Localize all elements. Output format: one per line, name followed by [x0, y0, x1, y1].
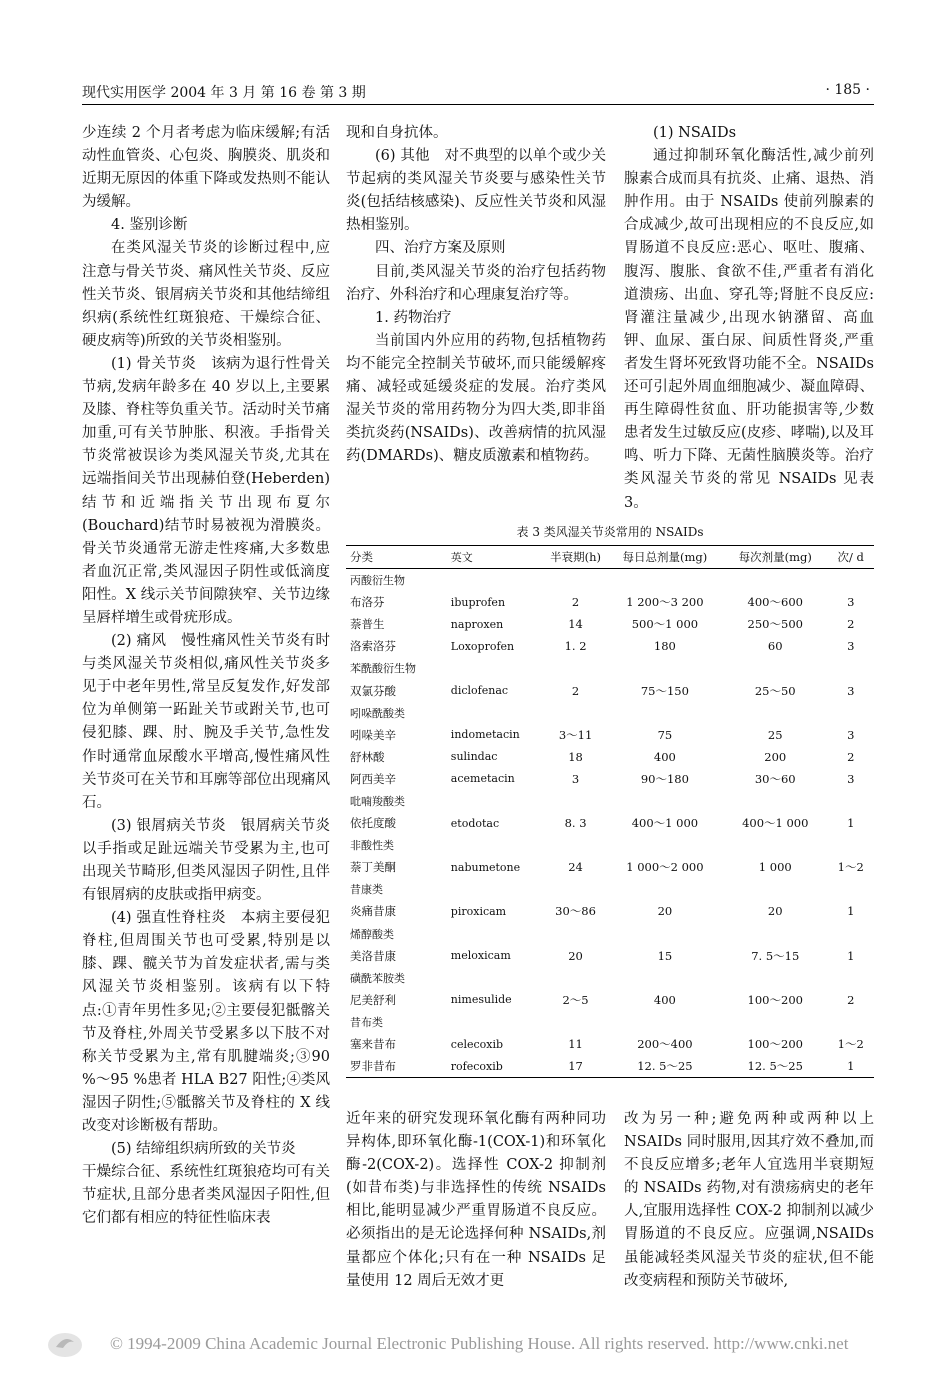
table-cell [607, 834, 723, 856]
paragraph: (5) 结缔组织病所致的关节炎 [111, 1141, 296, 1158]
table-cell [723, 834, 827, 856]
column-left [82, 122, 330, 1231]
table-cell [723, 657, 827, 679]
table-header-row [346, 546, 874, 569]
table-cell: 3 [847, 595, 855, 610]
nsaids-table [346, 545, 874, 1078]
table-row [346, 635, 874, 657]
table-cell [447, 878, 545, 900]
table-cell: celecoxib [450, 1037, 504, 1051]
table-row [346, 1011, 874, 1033]
table-row [346, 1055, 874, 1078]
table-cell: 萘丁美酮 [350, 860, 396, 875]
table-cell: indometacin [450, 728, 520, 742]
table-row [346, 746, 874, 768]
paragraph: 少连续 2 个月者考虑为临床缓解;有活动性血管炎、心包炎、胸膜炎、肌炎和近期无原因的体重下降或发热则不能认为缓解。 [82, 125, 330, 211]
table-cell: 1 000 [758, 860, 792, 875]
table-cell: 12. 5～25 [607, 1055, 723, 1078]
table-cell [544, 967, 606, 989]
paragraph: (1) NSAIDs [653, 125, 737, 141]
table-cell [827, 790, 874, 812]
table-cell: 1 [827, 1055, 874, 1078]
table-cell: 3 [847, 771, 855, 786]
table-cell: 2～5 [562, 992, 589, 1007]
table-row [346, 989, 874, 1011]
paragraph: 近年来的研究发现环氧化酶有两种同功异构体,即环氧化酶-1(COX-1)和环氧化酶-2(COX-2)。选择性 COX-2 抑制剂(如昔布类)与非选择性的传统 NSAIDs 相比,能明显减少严重胃肠道不良反应。必须指出的是无论选择何种 NSAIDs,剂量都应个体化;只有在一种 NSAIDs 足量使用 12 周后无效才更 [346, 1111, 606, 1289]
table-cell: 14 [568, 617, 583, 632]
paragraph: (4) 强直性脊柱炎 本病主要侵犯脊柱,但周围关节也可受累,特别是以膝、踝、髋关节为首发症状者,需与类风湿关节炎相鉴别。该病有以下特点:①青年男性多见;②主要侵犯骶髂关节及脊柱,外周关节受累多以下肢不对称关节受累为主,常有肌腱端炎;③90 %～95 %患者 HLA B27 阳性;④类风湿因子阴性;⑤骶髂关节及脊柱的 X 线改变对诊断极有帮助。 [82, 910, 330, 1135]
table-cell: 8. 3 [564, 816, 587, 831]
table-cell [607, 569, 723, 592]
table-cell: 布洛芬 [350, 595, 385, 610]
table-cell: 400～600 [747, 595, 803, 610]
table-body [346, 569, 874, 1078]
table-cell: 90～180 [640, 771, 689, 786]
table-cell [447, 790, 545, 812]
table-cell: 7. 5～15 [751, 948, 800, 963]
table-row [346, 657, 874, 679]
table-cell: 2 [847, 992, 855, 1007]
paragraph: 通过抑制环氧化酶活性,减少前列腺素合成而具有抗炎、止痛、退热、消肿作用。由于 NSAIDs 使前列腺素的合成减少,故可出现相应的不良反应,如胃肠道不良反应:恶心、呕吐、腹痛、腹泻、腹胀、食欲不佳,严重者有消化道溃疡、出血、穿孔等;肾脏不良反应:肾灌注量减少,出现水钠潴留、高血钾、血尿、蛋白尿、间质性肾炎,严重者发生肾坏死致肾功能不全。NSAIDs 还可引起外周血细胞减少、凝血障碍、再生障碍性贫血、肝功能损害等,少数患者发生过敏反应(皮疹、哮喘),以及耳鸣、听力下降、无菌性脑膜炎等。治疗类风湿关节炎的常见 NSAIDs 见表 3。 [624, 148, 874, 511]
column-middle-bottom [346, 1108, 606, 1293]
table-cell: 2 [847, 749, 855, 764]
table-cell: 20 [657, 904, 673, 919]
table-cell: 11 [568, 1037, 583, 1052]
column-header: 每次剂量(mg) [723, 546, 827, 569]
table-cell: 洛索洛芬 [350, 639, 396, 654]
table-cell [447, 569, 545, 592]
table-cell [723, 923, 827, 945]
table-cell [447, 923, 545, 945]
table-cell: 3 [847, 639, 855, 654]
table-cell: 吲哚美辛 [350, 727, 396, 742]
table-cell: 双氯芬酸 [350, 683, 396, 698]
table-cell: 尼美舒利 [350, 992, 396, 1007]
table-cell: 180 [653, 639, 676, 654]
table-cell [607, 967, 723, 989]
paragraph: (6) 其他 对不典型的以单个或少关节起病的类风湿关节炎要与感染性关节炎(包括结核感染)、反应性关节炎和风湿热相鉴别。 [346, 148, 606, 234]
table-cell [827, 878, 874, 900]
header-rule [82, 104, 874, 105]
table-cell: 昔康类 [350, 883, 383, 897]
table-row [346, 724, 874, 746]
column-right-bottom [624, 1108, 874, 1293]
paragraph: (1) 骨关节炎 该病为退行性骨关节病,发病年龄多在 40 岁以上,主要累及膝、脊柱等负重关节。活动时关节痛加重,可有关节肿胀、积液。手指骨关节炎常被误诊为类风湿关节炎,尤其在远端指间关节出现赫伯登(Heberden)结节和近端指关节出现布夏尔(Bouchard)结节时易被视为滑膜炎。骨关节炎通常无游走性疼痛,大多数患者血沉正常,类风湿因子阴性或低滴度阳性。X 线示关节间隙狭窄、关节边缘呈唇样增生或骨疣形成。 [82, 355, 330, 626]
table-cell: 非酸性类 [350, 839, 394, 853]
table-cell [544, 923, 606, 945]
page-number: · 185 · [825, 82, 870, 98]
table-cell: 400 [653, 992, 676, 1007]
table-cell: 60 [767, 639, 783, 654]
table-cell [827, 967, 874, 989]
table-row [346, 768, 874, 790]
table-cell: 吡喃羧酸类 [350, 794, 405, 808]
table-cell [827, 834, 874, 856]
table-row [346, 591, 874, 613]
table-row [346, 923, 874, 945]
table-cell [607, 702, 723, 724]
table-cell: 磺酰苯胺类 [350, 971, 405, 985]
table-cell: 1 [847, 948, 855, 963]
column-header: 分类 [346, 546, 447, 569]
table-cell: 舒林酸 [350, 749, 385, 764]
table-cell: Loxoprofen [450, 639, 515, 653]
table-cell [544, 569, 606, 592]
paragraph: 改为另一种;避免两种或两种以上 NSAIDs 同时服用,因其疗效不叠加,而不良反应增多;老年人宜选用半衰期短的 NSAIDs 药物,对有溃疡病史的老年人,宜服用选择性 COX-2 抑制剂以减少胃肠道的不良反应。应强调,NSAIDs 虽能减轻类风湿关节炎的症状,但不能改变病程和预防关节破坏, [624, 1111, 874, 1289]
table-cell: 美洛昔康 [350, 948, 396, 963]
table-cell: 1 000～2 000 [626, 860, 704, 875]
table-cell: 1 200～3 200 [626, 595, 704, 610]
table-cell [827, 569, 874, 592]
table-cell [447, 702, 545, 724]
paragraph: 当前国内外应用的药物,包括植物药均不能完全控制关节破坏,而只能缓解疼痛、减轻或延缓炎症的发展。治疗类风湿关节炎的常用药物分为四大类,即非甾类抗炎药(NSAIDs)、改善病情的抗风湿药(DMARDs)、糖皮质激素和植物药。 [346, 332, 606, 465]
table-cell: 500～1 000 [631, 617, 699, 632]
table-cell: 苯酰酸衍生物 [350, 662, 416, 676]
table-cell: 100～200 [747, 992, 803, 1007]
table-cell: 2 [847, 617, 855, 632]
table-cell [544, 790, 606, 812]
table-cell [447, 657, 545, 679]
table-cell: 200 [764, 749, 787, 764]
cnki-logo-icon [46, 1330, 84, 1360]
table-cell: 24 [568, 860, 583, 875]
table-row [346, 834, 874, 856]
table-cell: 17 [544, 1055, 606, 1078]
paragraph: 目前,类风湿关节炎的治疗包括药物治疗、外科治疗和心理康复治疗等。 [346, 263, 606, 303]
table-cell: 萘普生 [350, 617, 385, 632]
table-cell: nimesulide [450, 993, 512, 1007]
table-cell: 阿西美辛 [350, 771, 396, 786]
table-cell [607, 923, 723, 945]
table-cell: 20 [767, 904, 783, 919]
table-cell: 1～2 [837, 1037, 864, 1052]
table-cell: 塞来昔布 [350, 1037, 396, 1052]
table-row [346, 1033, 874, 1055]
table-cell: 丙酸衍生物 [350, 574, 405, 588]
table-cell [827, 1011, 874, 1033]
table-row [346, 900, 874, 922]
paragraph: 干燥综合征、系统性红斑狼疮均可有关节症状,且部分患者类风湿因子阳性,但它们都有相应的特征性临床表 [82, 1164, 330, 1227]
table-cell: 200～400 [637, 1037, 693, 1052]
table-cell: ibuprofen [450, 595, 506, 609]
table-cell: 400 [653, 749, 676, 764]
table-cell [447, 967, 545, 989]
column-right [624, 122, 874, 515]
table-cell: 1 [847, 904, 855, 919]
table-cell [544, 878, 606, 900]
table-cell: 20 [568, 948, 583, 963]
journal-header: 现代实用医学 2004 年 3 月 第 16 卷 第 3 期 [82, 85, 366, 101]
table-cell: 400～1 000 [742, 816, 809, 831]
table-row [346, 856, 874, 878]
table-cell [544, 834, 606, 856]
table-cell: 75 [657, 727, 673, 742]
column-header: 半衰期(h) [544, 546, 606, 569]
table-cell: 250～500 [747, 617, 803, 632]
column-header: 每日总剂量(mg) [607, 546, 723, 569]
table-cell: 75～150 [640, 683, 689, 698]
table-cell: 3 [571, 771, 580, 786]
table-cell: 罗非昔布 [346, 1055, 447, 1078]
paragraph: 4. 鉴别诊断 [111, 217, 188, 234]
table-cell: 1～2 [837, 860, 864, 875]
table-row [346, 790, 874, 812]
table-cell: 25 [767, 727, 783, 742]
paragraph: (3) 银屑病关节炎 银屑病关节炎以手指或足趾远端关节受累为主,也可出现关节畸形,但类风湿因子阴性,且伴有银屑病的皮肤或指甲病变。 [82, 817, 330, 904]
table-caption: 表 3 类风湿关节炎常用的 NSAIDs [516, 525, 704, 539]
table-row [346, 812, 874, 834]
table-row [346, 945, 874, 967]
table-cell: 2 [571, 683, 580, 698]
column-header: 英文 [447, 546, 545, 569]
table-cell: 3 [847, 683, 855, 698]
table-cell: meloxicam [450, 949, 511, 963]
table-cell: 昔布类 [350, 1015, 383, 1029]
table-cell: naproxen [450, 617, 504, 631]
paragraph: 在类风湿关节炎的诊断过程中,应注意与骨关节炎、痛风性关节炎、反应性关节炎、银屑病关节炎和其他结缔组织病(系统性红斑狼疮、干燥综合征、硬皮病等)所致的关节炎相鉴别。 [82, 240, 330, 349]
table-cell [723, 702, 827, 724]
table-cell [723, 878, 827, 900]
table-cell: 依托度酸 [350, 816, 396, 831]
table-cell: 2 [571, 595, 580, 610]
table-cell [447, 1011, 545, 1033]
table-cell [607, 1011, 723, 1033]
table-cell: etodotac [450, 816, 500, 830]
table-cell: 3 [847, 727, 855, 742]
table-cell [544, 1011, 606, 1033]
table-cell: 炎痛昔康 [350, 904, 396, 919]
table-row [346, 613, 874, 635]
paragraph: (2) 痛风 慢性痛风性关节炎有时与类风湿关节炎相似,痛风性关节炎多见于中老年男性,常呈反复发作,好发部位为单侧第一跖趾关节或跗关节,也可侵犯膝、踝、肘、腕及手关节,急性发作时通常血尿酸水平增高,慢性痛风性关节炎可在关节和耳廓等部位出现痛风石。 [82, 633, 330, 811]
table-row [346, 702, 874, 724]
table-cell: acemetacin [450, 772, 515, 786]
table-cell: nabumetone [450, 860, 521, 874]
column-middle [346, 122, 606, 468]
table-row [346, 679, 874, 701]
table-cell [827, 702, 874, 724]
table-cell: 30～86 [555, 904, 596, 919]
table-cell [723, 569, 827, 592]
copyright-footer: © 1994-2009 China Academic Journal Electronic Publishing House. All rights reserved. http://www.cnki.net [110, 1334, 849, 1353]
table-row [346, 967, 874, 989]
table-cell: 15 [657, 948, 673, 963]
table-cell [607, 657, 723, 679]
paragraph: 现和自身抗体。 [346, 125, 448, 141]
table-cell: 3～11 [558, 727, 593, 742]
table-cell [723, 1011, 827, 1033]
table-cell [607, 878, 723, 900]
table-cell [544, 702, 606, 724]
table-cell [723, 967, 827, 989]
table-cell: rofecoxib [447, 1055, 545, 1078]
table-cell [723, 790, 827, 812]
table-cell: diclofenac [450, 684, 509, 698]
table-cell: 100～200 [747, 1037, 803, 1052]
paragraph: 1. 药物治疗 [375, 309, 452, 326]
table-cell: 18 [568, 749, 583, 764]
table-cell: 1 [847, 816, 855, 831]
table-row [346, 569, 874, 592]
table-cell [827, 923, 874, 945]
paragraph: 四、治疗方案及原则 [375, 240, 506, 257]
table-cell: 1. 2 [564, 639, 587, 654]
table-cell: 烯醇酸类 [350, 927, 394, 941]
table-cell: 25～50 [754, 683, 796, 698]
table-cell [827, 657, 874, 679]
table-cell [544, 657, 606, 679]
table-cell [607, 790, 723, 812]
table-cell [447, 834, 545, 856]
column-header: 次/ d [827, 546, 874, 569]
table-row [346, 878, 874, 900]
table-cell: 吲哚酰酸类 [350, 706, 405, 720]
table-cell: 12. 5～25 [723, 1055, 827, 1078]
table-cell: 30～60 [754, 771, 796, 786]
table-cell: 400～1 000 [631, 816, 699, 831]
table-cell: piroxicam [450, 904, 507, 918]
table-cell: sulindac [450, 750, 498, 764]
